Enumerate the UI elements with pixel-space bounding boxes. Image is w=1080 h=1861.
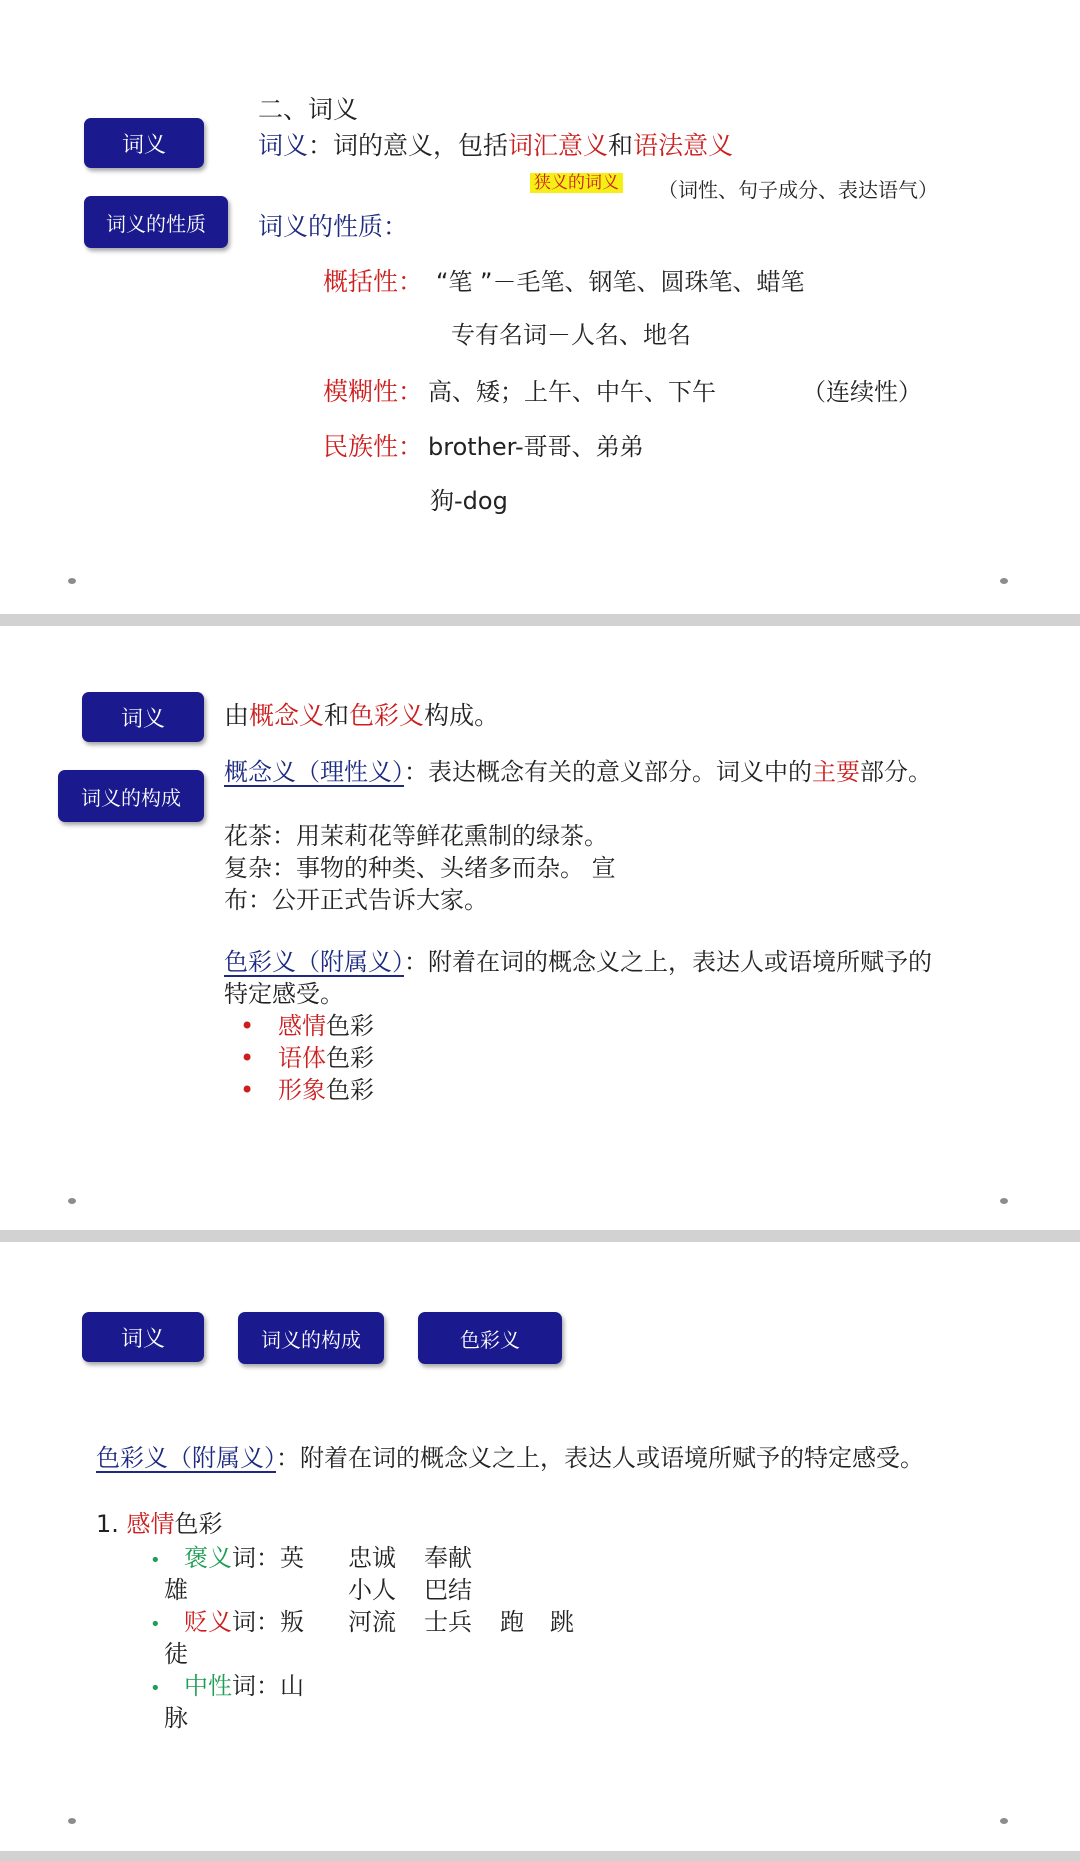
nationality-label: 民族性： — [323, 432, 424, 461]
derogatory-word-3: 跑 — [500, 1608, 524, 1636]
bullet-emphasis: 感情 — [278, 1012, 326, 1040]
commendatory-word-4: 巴结 — [424, 1576, 472, 1604]
word-meaning-definition — [258, 126, 733, 162]
commendatory-word-3: 小人 — [348, 1576, 396, 1604]
generality-example: “笔 ”－毛笔、钢笔、圆珠笔、蜡笔 — [436, 268, 805, 296]
slide-corner-dot — [68, 1818, 76, 1824]
emotional-emphasis: 感情 — [126, 1510, 175, 1538]
color-meaning-text: ：附着在词的概念义之上，表达人或语境所赋予的 — [404, 948, 932, 976]
neutral-label: 中性 — [184, 1672, 232, 1700]
nationality-example-2: 狗-dog — [430, 487, 508, 515]
color-meaning-continued: 特定感受。 — [224, 980, 344, 1008]
intro-prefix: 由 — [224, 701, 250, 730]
bullet-emphasis: 语体 — [278, 1044, 326, 1072]
nationality-example-1: brother-哥哥、弟弟 — [428, 433, 644, 461]
color-meaning-definition — [224, 942, 932, 977]
slide-corner-dot — [1000, 1198, 1008, 1204]
bullet-icon: • — [240, 1076, 255, 1104]
example-line-1: 花茶：用茉莉花等鲜花熏制的绿茶。 — [224, 822, 608, 850]
neutral-words — [150, 1666, 304, 1701]
slide-corner-dot — [68, 578, 76, 584]
nav-button-meaning-composition[interactable]: 词义的构成 — [58, 770, 204, 822]
list-item — [240, 1006, 374, 1041]
slide-word-meaning-composition — [0, 626, 1080, 1230]
intro-color: 色彩义 — [349, 701, 425, 730]
commendatory-label: 褒义 — [184, 1544, 232, 1572]
commendatory-words — [150, 1538, 304, 1573]
slide-separator — [0, 614, 1080, 626]
example-line-3: 布：公开正式告诉大家。 — [224, 886, 488, 914]
commendatory-rest: 词：英 — [232, 1544, 304, 1572]
composition-intro — [224, 696, 499, 732]
nav-button-word-meaning[interactable]: 词义 — [84, 118, 204, 168]
bullet-icon: • — [150, 1550, 161, 1571]
generality-proper-nouns: 专有名词－人名、地名 — [451, 321, 691, 349]
color-meaning-text: ：附着在词的概念义之上，表达人或语境所赋予的特定感受。 — [276, 1444, 924, 1472]
color-meaning-term: 色彩义（附属义） — [96, 1444, 276, 1472]
commendatory-wrap: 雄 — [164, 1576, 188, 1604]
list-number: 1. — [96, 1510, 119, 1538]
neutral-rest: 词：山 — [232, 1672, 304, 1700]
slide-corner-dot — [68, 1198, 76, 1204]
list-item — [240, 1070, 374, 1105]
concept-meaning-suffix: 部分。 — [860, 758, 932, 786]
emotional-rest: 色彩 — [174, 1510, 223, 1538]
vagueness-note: （连续性） — [802, 378, 922, 406]
nav-button-meaning-composition[interactable]: 词义的构成 — [238, 1312, 384, 1364]
concept-meaning-term: 概念义（理性义） — [224, 758, 404, 786]
list-item — [240, 1038, 374, 1073]
color-meaning-definition — [96, 1438, 924, 1473]
concept-meaning-definition — [224, 752, 932, 787]
grammatical-meaning: 语法意义 — [633, 131, 734, 160]
narrow-meaning-tag — [530, 168, 623, 193]
bullet-icon: • — [240, 1044, 255, 1072]
commendatory-word-1: 忠诚 — [348, 1544, 396, 1572]
slide-separator — [0, 1230, 1080, 1242]
intro-concept: 概念义 — [249, 701, 325, 730]
properties-title: 词义的性质： — [258, 212, 409, 241]
bullet-text: 色彩 — [326, 1012, 374, 1040]
grammatical-note: （词性、句子成分、表达语气） — [658, 178, 938, 202]
definition-and: 和 — [608, 131, 634, 160]
derogatory-label: 贬义 — [184, 1608, 232, 1636]
commendatory-word-2: 奉献 — [424, 1544, 472, 1572]
derogatory-word-1: 河流 — [348, 1608, 396, 1636]
vagueness-label: 模糊性： — [323, 377, 424, 406]
slide-color-meaning — [0, 1242, 1080, 1851]
definition-text: ：词的意义，包括 — [308, 131, 509, 160]
nav-button-word-meaning[interactable]: 词义 — [82, 692, 204, 742]
neutral-wrap: 脉 — [164, 1704, 188, 1732]
nav-button-word-meaning[interactable]: 词义 — [82, 1312, 204, 1362]
derogatory-wrap: 徒 — [164, 1640, 188, 1668]
bullet-text: 色彩 — [326, 1076, 374, 1104]
nav-button-meaning-properties[interactable]: 词义的性质 — [84, 196, 228, 248]
concept-meaning-text: ：表达概念有关的意义部分。词义中的 — [404, 758, 812, 786]
color-meaning-term: 色彩义（附属义） — [224, 948, 404, 976]
example-line-2: 复杂：事物的种类、头绪多而杂。 宣 — [224, 854, 616, 882]
bullet-icon: • — [240, 1012, 255, 1040]
nav-button-color-meaning[interactable]: 色彩义 — [418, 1312, 562, 1364]
narrow-meaning-highlight: 狭义的词义 — [530, 173, 623, 193]
bullet-emphasis: 形象 — [278, 1076, 326, 1104]
definition-term: 词义 — [258, 131, 309, 160]
derogatory-rest: 词：叛 — [232, 1608, 304, 1636]
derogatory-words — [150, 1602, 304, 1637]
slide-corner-dot — [1000, 1818, 1008, 1824]
intro-and: 和 — [324, 701, 350, 730]
generality-label: 概括性： — [323, 267, 424, 296]
bullet-icon: • — [150, 1614, 161, 1635]
intro-suffix: 构成。 — [424, 701, 500, 730]
lexical-meaning: 词汇意义 — [508, 131, 609, 160]
bullet-icon: • — [150, 1678, 161, 1699]
concept-meaning-main: 主要 — [812, 758, 860, 786]
slide-separator — [0, 1851, 1080, 1861]
section-heading: 二、词义 — [258, 95, 359, 124]
derogatory-word-2: 士兵 — [424, 1608, 472, 1636]
derogatory-word-4: 跳 — [550, 1608, 574, 1636]
slide-corner-dot — [1000, 578, 1008, 584]
emotional-color-heading — [96, 1504, 223, 1539]
bullet-text: 色彩 — [326, 1044, 374, 1072]
slide-word-meaning-properties — [0, 0, 1080, 614]
vagueness-example: 高、矮；上午、中午、下午 — [428, 378, 716, 406]
